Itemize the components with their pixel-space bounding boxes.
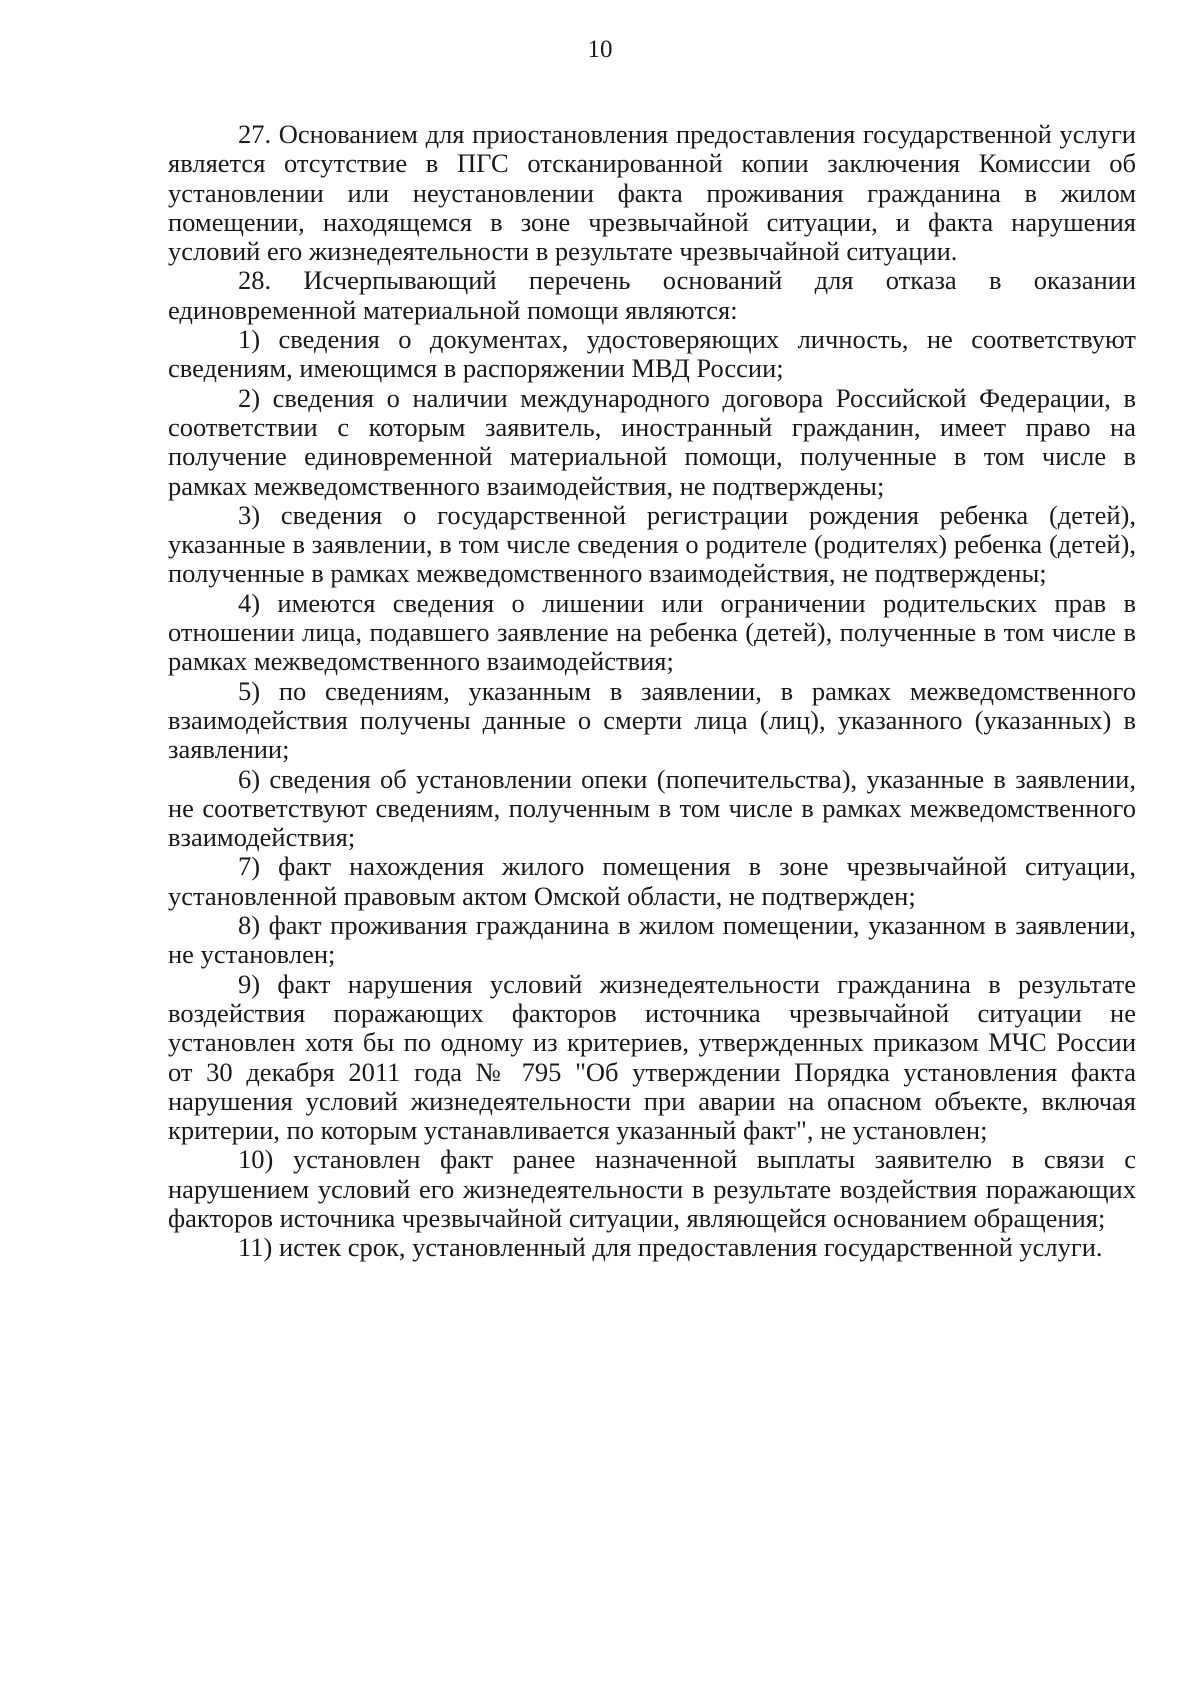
list-item-9: 9) факт нарушения условий жизнедеятельности гражданина в результате воздействия поражающих факторов источника чрезвычайной ситуации не установлен хотя бы по одному из критериев, утвержденных приказом МЧС России от 30 декабря 2011 года № 795 "Об утверждении Порядка установления факта нарушения условий жизнедеятельности при аварии на опасном объекте, включая критерии, по которым устанавливается указанный факт", не установлен; [168, 968, 1136, 1146]
list-item-5: 5) по сведениям, указанным в заявлении, в рамках межведомственного взаимодействия получены данные о смерти лица (лиц), указанного (указанных) в заявлении; [168, 675, 1136, 765]
document-body [168, 120, 1136, 1263]
list-item-4: 4) имеются сведения о лишении или ограничении родительских прав в отношении лица, подавшего заявление на ребенка (детей), полученные в том числе в рамках межведомственного взаимодействия; [168, 587, 1136, 677]
list-item-11: 11) истек срок, установленный для предоставления государственной услуги. [238, 1232, 1103, 1263]
list-item-6: 6) сведения об установлении опеки (попечительства), указанные в заявлении, не соответствуют сведениям, полученным в том числе в рамках межведомственного взаимодействия; [168, 763, 1136, 853]
list-item-2: 2) сведения о наличии международного договора Российской Федерации, в соответствии с которым заявитель, иностранный гражданин, имеет право на получение единовременной материальной помощи, полученные в том числе в рамках межведомственного взаимодействия, не подтверждены; [168, 382, 1136, 501]
list-item-8: 8) факт проживания гражданина в жилом помещении, указанном в заявлении, не установлен; [168, 910, 1136, 970]
paragraph-27: 27. Основанием для приостановления предоставления государственной услуги является отсутствие в ПГС отсканированной копии заключения Комиссии об установлении или неустановлении факта проживания гражданина в жилом помещении, находящемся в зоне чрезвычайной ситуации, и факта нарушения условий его жизнедеятельности в результате чрезвычайной ситуации. [168, 119, 1136, 267]
page-number: 10 [587, 36, 613, 63]
list-item-10: 10) установлен факт ранее назначенной выплаты заявителю в связи с нарушением условий его жизнедеятельности в результате воздействия поражающих факторов источника чрезвычайной ситуации, являющейся основанием обращения; [168, 1144, 1136, 1233]
list-item-1: 1) сведения о документах, удостоверяющих личность, не соответствуют сведениям, имеющимся в распоряжении МВД России; [168, 324, 1136, 384]
list-item-3: 3) сведения о государственной регистрации рождения ребенка (детей), указанные в заявлении, в том числе сведения о родителе (родителях) ребенка (детей), полученные в рамках межведомственного взаимодействия, не подтверждены; [168, 499, 1136, 589]
paragraph-28: 28. Исчерпывающий перечень оснований для отказа в оказании единовременной материальной помощи являются: [168, 265, 1136, 325]
list-item-7: 7) факт нахождения жилого помещения в зоне чрезвычайной ситуации, установленной правовым актом Омской области, не подтвержден; [168, 851, 1136, 911]
